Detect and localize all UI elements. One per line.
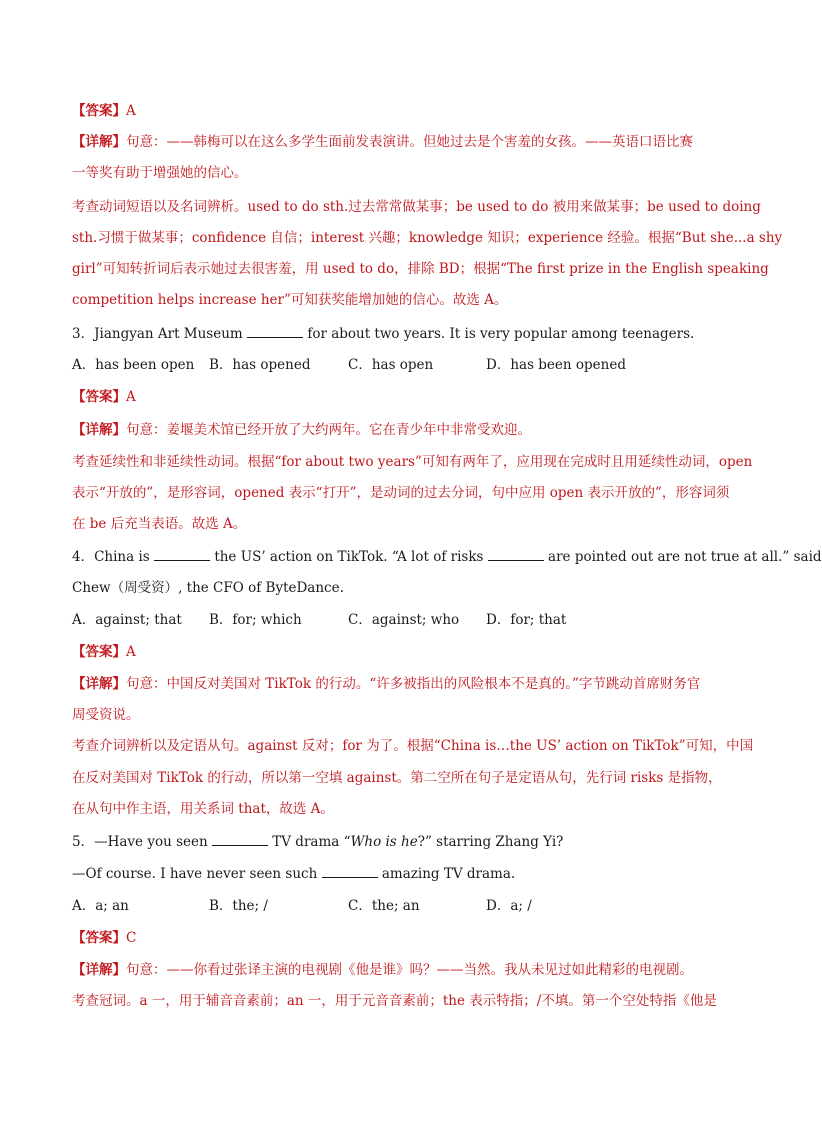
q2-analysis-4: competition helps increase her”可知获奖能增加她的信心。故选 A。 bbox=[72, 292, 508, 308]
q4-detail-line-2: 周受资说。 bbox=[72, 707, 140, 723]
q4-analysis-3: 在从句中作主语，用关系词 that，故选 A。 bbox=[72, 801, 334, 817]
q3-option-d: D．has been opened bbox=[486, 357, 626, 373]
q3-detail-text: 姜堰美术馆已经开放了大约两年。它在青少年中非常受欢迎。 bbox=[166, 422, 531, 438]
q4-stem-mid: the US’ action on TikTok. “A lot of risks bbox=[214, 549, 484, 565]
q3-answer-line bbox=[72, 388, 732, 406]
q4-analysis-2: 在反对美国对 TikTok 的行动，所以第一空填 against。第二空所在句子是定语从句，先行词 risks 是指物， bbox=[72, 770, 722, 786]
q3-answer: A bbox=[126, 389, 136, 405]
q4-number: 4． bbox=[72, 549, 95, 565]
q2-analysis-2: sth.习惯于做某事；confidence 自信；interest 兴趣；knowledge 知识；experience 经验。根据“But she...a shy bbox=[72, 230, 783, 246]
q3-analysis-1: 考查延续性和非延续性动词。根据“for about two years”可知有两年了，应用现在完成时且用延续性动词，open bbox=[72, 454, 753, 470]
q4-option-c: C．against; who bbox=[348, 612, 460, 628]
q5-detail-text: ——你看过张译主演的电视剧《他是谁》吗？——当然。我从未见过如此精彩的电视剧。 bbox=[166, 962, 693, 978]
q5-analysis-1: 考查冠词。a 一，用于辅音音素前；an 一，用于元音音素前；the 表示特指；/不填。第一个空处特指《他是 bbox=[72, 993, 717, 1009]
q4-blank-1 bbox=[154, 548, 210, 561]
q3-stem-pre: Jiangyan Art Museum bbox=[94, 326, 243, 342]
detail-tag: 【详解】 bbox=[72, 962, 126, 978]
q3-detail-line bbox=[72, 421, 732, 439]
q3-option-a: A．has been open bbox=[72, 357, 195, 373]
q2-analysis-1: 考查动词短语以及名词辨析。used to do sth.过去常常做某事；be used to do 被用来做某事；be used to doing bbox=[72, 199, 761, 215]
q4-option-b: B．for; which bbox=[209, 612, 302, 628]
q5-option-b: B．the; / bbox=[209, 898, 268, 914]
detail-tag: 【详解】 bbox=[72, 422, 126, 438]
q5-stem2-pre: —Of course. I have never seen such bbox=[72, 866, 318, 882]
answer-tag: 【答案】 bbox=[72, 930, 126, 946]
q5-answer-line bbox=[72, 929, 732, 947]
answer-tag: 【答案】 bbox=[72, 389, 126, 405]
q5-stem-post: ?” starring Zhang Yi? bbox=[417, 834, 564, 850]
q3-stem-post: for about two years. It is very popular among teenagers. bbox=[307, 326, 695, 342]
q4-analysis-1: 考查介词辨析以及定语从句。against 反对；for 为了。根据“China is…the US’ action on TikTok”可知，中国 bbox=[72, 738, 754, 754]
q2-analysis-3: girl”可知转折词后表示她过去很害羞，用 used to do，排除 BD；根据“The first prize in the English speaking bbox=[72, 261, 769, 277]
q3-detail-label: 句意： bbox=[126, 422, 167, 438]
q5-answer: C bbox=[126, 930, 137, 946]
q5-detail-line bbox=[72, 961, 732, 979]
q4-stem-line-2: Chew（周受资）, the CFO of ByteDance. bbox=[72, 580, 344, 596]
q5-detail-label: 句意： bbox=[126, 962, 167, 978]
q2-detail-label: 句意： bbox=[126, 134, 167, 150]
q4-detail-line-1 bbox=[72, 675, 732, 693]
q4-detail-label: 句意： bbox=[126, 676, 167, 692]
q5-stem-line-1 bbox=[72, 833, 732, 851]
q2-detail-text-1: ——韩梅可以在这么多学生面前发表演讲。但她过去是个害羞的女孩。——英语口语比赛 bbox=[166, 134, 693, 150]
q4-answer: A bbox=[126, 644, 136, 660]
q5-option-d: D．a; / bbox=[486, 898, 532, 914]
q3-analysis-2: 表示“开放的”，是形容词，opened 表示“打开”，是动词的过去分词，句中应用 open 表示开放的”，形容词须 bbox=[72, 485, 730, 501]
q5-stem-title: Who is he bbox=[350, 834, 418, 850]
q3-number: 3． bbox=[72, 326, 95, 342]
q4-stem-line-1 bbox=[72, 548, 822, 566]
q3-analysis-3: 在 be 后充当表语。故选 A。 bbox=[72, 516, 247, 532]
q5-stem-line-2 bbox=[72, 865, 732, 883]
q2-detail-line-2: 一等奖有助于增强她的信心。 bbox=[72, 165, 248, 181]
q3-option-b: B．has opened bbox=[209, 357, 311, 373]
q5-number: 5． bbox=[72, 834, 95, 850]
q5-stem-mid: TV drama “ bbox=[272, 834, 351, 850]
q4-stem-post: are pointed out are not true at all.” said bbox=[548, 549, 822, 565]
q2-detail-line-1 bbox=[72, 133, 732, 151]
q5-option-a: A．a; an bbox=[72, 898, 129, 914]
detail-tag: 【详解】 bbox=[72, 676, 126, 692]
q4-blank-2 bbox=[488, 548, 544, 561]
q5-blank-1 bbox=[212, 833, 268, 846]
q5-stem-pre: —Have you seen bbox=[94, 834, 208, 850]
q4-answer-line bbox=[72, 643, 732, 661]
detail-tag: 【详解】 bbox=[72, 134, 126, 150]
q5-blank-2 bbox=[322, 865, 378, 878]
q3-blank bbox=[247, 325, 303, 338]
q3-stem bbox=[72, 325, 732, 343]
q5-stem2-post: amazing TV drama. bbox=[381, 866, 516, 882]
q5-option-c: C．the; an bbox=[348, 898, 420, 914]
answer-tag: 【答案】 bbox=[72, 644, 126, 660]
q4-option-a: A．against; that bbox=[72, 612, 182, 628]
q2-answer-line bbox=[72, 102, 732, 120]
answer-tag: 【答案】 bbox=[72, 103, 126, 119]
q3-option-c: C．has open bbox=[348, 357, 434, 373]
q4-detail-text-1: 中国反对美国对 TikTok 的行动。“许多被指出的风险根本不是真的。”字节跳动首席财务官 bbox=[166, 676, 701, 692]
q4-stem-pre: China is bbox=[94, 549, 150, 565]
q2-answer: A bbox=[126, 103, 136, 119]
q4-option-d: D．for; that bbox=[486, 612, 567, 628]
